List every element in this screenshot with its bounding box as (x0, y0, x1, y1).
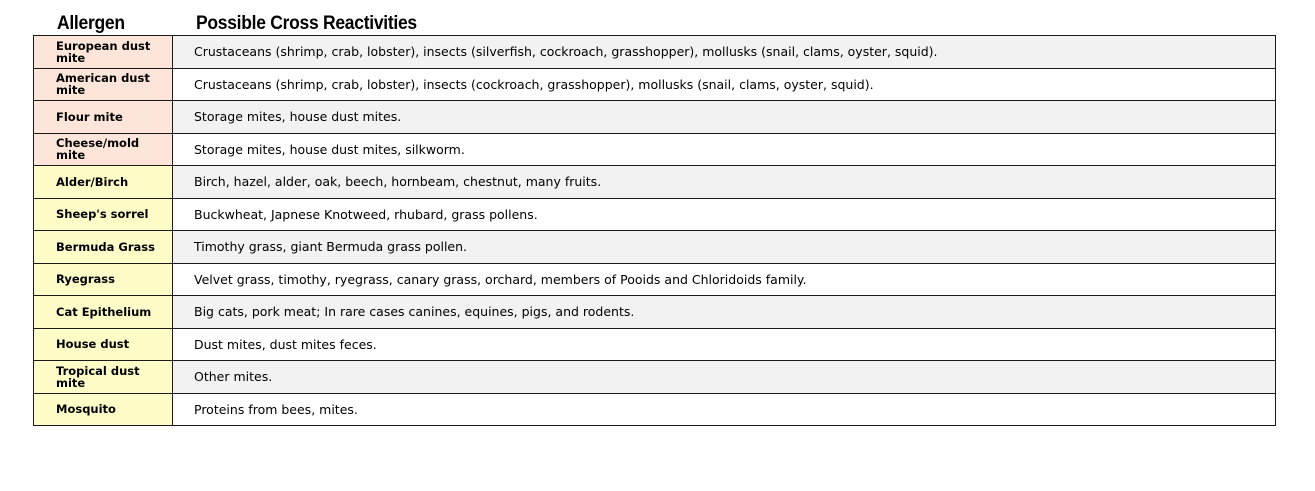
reactivities-column-header: Possible Cross Reactivities (196, 13, 417, 34)
allergen-cell: Mosquito (34, 393, 173, 426)
allergen-cell: European dust mite (34, 36, 173, 69)
reactivity-cell: Buckwheat, Japnese Knotweed, rhubard, grass pollens. (173, 198, 1276, 231)
table-row (34, 328, 1276, 361)
reactivity-cell: Proteins from bees, mites. (173, 393, 1276, 426)
allergen-cell: Alder/Birch (34, 166, 173, 199)
table-row (34, 36, 1276, 69)
table-row (34, 231, 1276, 264)
allergen-cell: Bermuda Grass (34, 231, 173, 264)
reactivity-cell: Storage mites, house dust mites, silkworm. (173, 133, 1276, 166)
table-row (34, 198, 1276, 231)
reactivity-cell: Timothy grass, giant Bermuda grass pollen. (173, 231, 1276, 264)
table-row (34, 68, 1276, 101)
allergen-cell: House dust (34, 328, 173, 361)
allergen-column-header: Allergen (57, 13, 125, 34)
allergen-cell: American dust mite (34, 68, 173, 101)
table-row (34, 361, 1276, 394)
reactivity-cell: Crustaceans (shrimp, crab, lobster), insects (cockroach, grasshopper), mollusks (snail, clams, oyster, squid). (173, 68, 1276, 101)
cross-reactivity-table (33, 35, 1276, 426)
table-row (34, 133, 1276, 166)
reactivity-cell: Storage mites, house dust mites. (173, 101, 1276, 134)
reactivity-cell: Velvet grass, timothy, ryegrass, canary grass, orchard, members of Pooids and Chloridoids family. (173, 263, 1276, 296)
allergen-cell: Sheep's sorrel (34, 198, 173, 231)
reactivity-cell: Birch, hazel, alder, oak, beech, hornbeam, chestnut, many fruits. (173, 166, 1276, 199)
allergen-cell: Tropical dust mite (34, 361, 173, 394)
table-row (34, 296, 1276, 329)
table-row (34, 166, 1276, 199)
reactivity-cell: Big cats, pork meat; In rare cases canines, equines, pigs, and rodents. (173, 296, 1276, 329)
allergen-cell: Flour mite (34, 101, 173, 134)
reactivity-cell: Other mites. (173, 361, 1276, 394)
allergen-cell: Cheese/mold mite (34, 133, 173, 166)
allergen-cell: Cat Epithelium (34, 296, 173, 329)
table-row (34, 101, 1276, 134)
reactivity-cell: Dust mites, dust mites feces. (173, 328, 1276, 361)
reactivity-cell: Crustaceans (shrimp, crab, lobster), insects (silverfish, cockroach, grasshopper), mollusks (snail, clams, oyster, squid). (173, 36, 1276, 69)
table-header (0, 13, 1315, 37)
table-row (34, 263, 1276, 296)
allergen-cell: Ryegrass (34, 263, 173, 296)
table-row (34, 393, 1276, 426)
